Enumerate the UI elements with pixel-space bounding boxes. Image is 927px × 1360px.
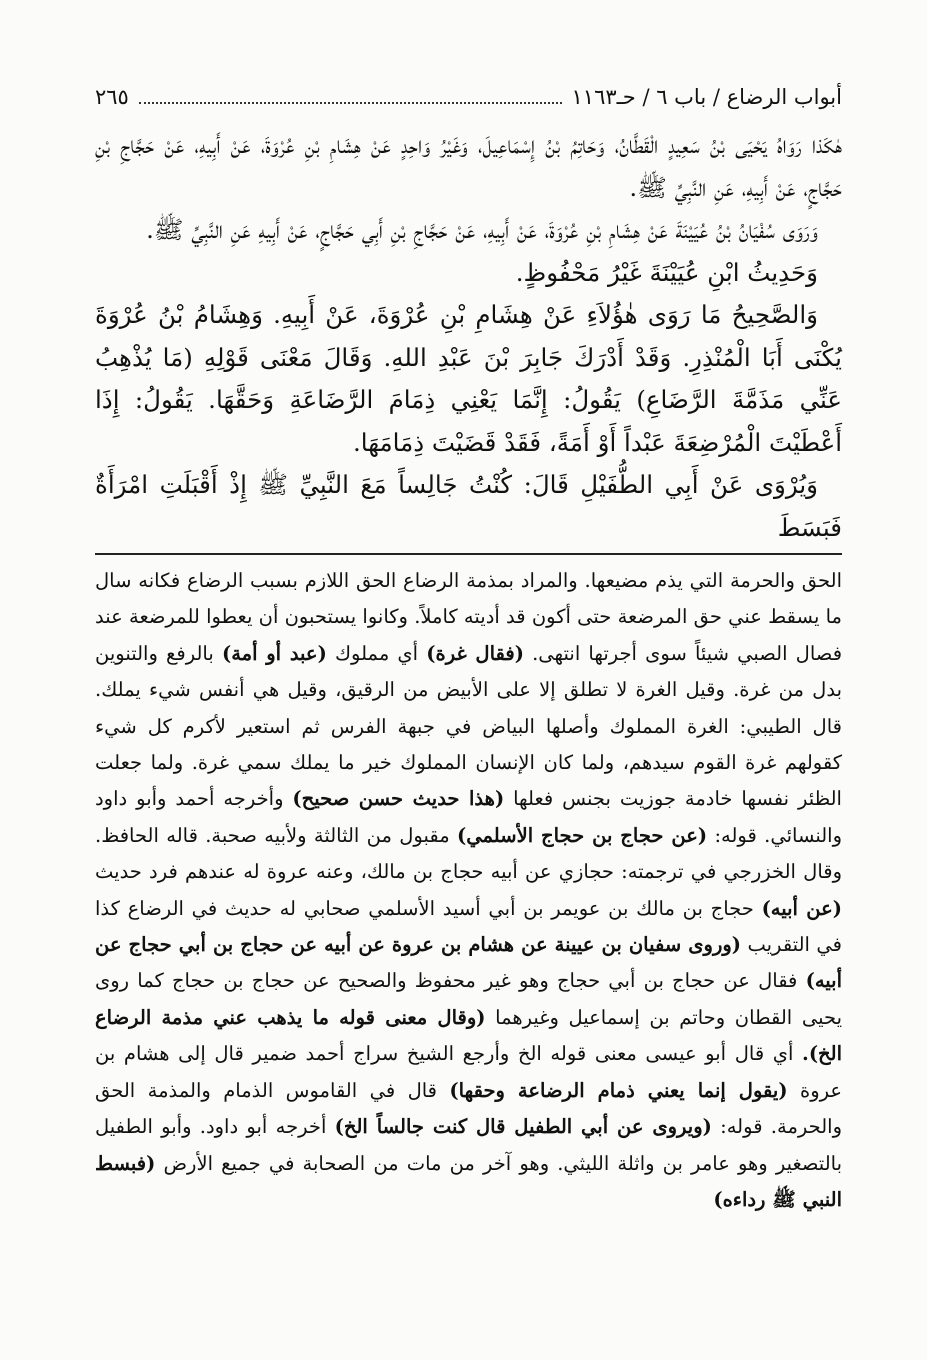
commentary-segment: أخرجه أبو داود. وأبو الطفيل بالتصغير وهو عامر بن واثلة الليثي. وهو آخر من مات من الصحابة في جميع الأرض [95, 1115, 843, 1175]
footnote-separator [95, 553, 842, 555]
commentary-quote: (وروى سفيان بن عيينة عن هشام بن عروة عن أبيه عن حجاج بن أبي حجاج عن أبيه) [95, 933, 843, 993]
commentary-segment: وأخرجه أحمد وأبو داود والنسائي. قوله: [95, 787, 842, 847]
commentary-quote: (وقال معنى قوله ما يذهب عني مذمة الرضاع الخ). [95, 1005, 842, 1066]
commentary-segment: الحق والحرمة التي يذم مضيعها. والمراد بمذمة الرضاع الحق اللازم بسبب الرضاع فكانه سال ما يسقط عني حق المرضعة حتى أكون قد أديته كاملاً. وكانوا يستحبون أن يعطوا للمرضعة عند فصال الصبي شيئاً سوى أجرتها انتهى. [95, 569, 843, 665]
book-page [95, 82, 842, 1320]
commentary-quote: (عن أبيه) [761, 896, 843, 920]
commentary-segment: فقال عن حجاج بن أبي حجاج وهو غير محفوظ والصحيح عن حجاج بن حجاج كما روى يحيى القطان وحاتم بن إسماعيل وغيرهما [95, 969, 843, 1029]
commentary-segment: حجاج بن مالك بن عويمر بن أبي أسيد الأسلمي صحابي له حديث في الرضاع كذا في التقريب [95, 896, 842, 957]
page-header [95, 82, 842, 116]
commentary-quote: (فبسط النبي ﷺ رداءه) [95, 1151, 842, 1211]
commentary-quote: (ويروى عن أبي الطفيل قال كنت جالساً الخ) [334, 1115, 712, 1139]
commentary-paragraph [95, 563, 842, 1218]
commentary-quote: (هذا حديث حسن صحيح) [292, 787, 505, 811]
commentary-quote: (عبد أو أمة) [221, 641, 327, 665]
commentary-quote: (فقال غرة) [426, 641, 524, 665]
main-paragraph-3: وَحَدِيثُ ابْنِ عُيَيْنَةَ غَيْرُ مَحْفُوظٍ. [515, 257, 818, 287]
commentary-segment: مقبول من الثالثة ولأبيه صحبة. قاله الحافظ. وقال الخزرجي في ترجمته: حجازي عن أبيه حجاج بن مالك، وعنه عروة له عندهم فرد حديث [95, 823, 842, 884]
commentary-segment: أي مملوك [334, 641, 419, 665]
commentary-segment: بالرفع والتنوين بدل من غرة. وقيل الغرة لا تطلق إلا على الأبيض من الرقيق، وقيل هي أنفس شيء يملك. قال الطيبي: الغرة المملوك وأصلها البياض في جبهة الفرس ثم استعير لأكرم كل شيء كقولهم غرة القوم سيدهم، ولما كان الإنسان المملوك خير ما يملك سمي غرة. ولما جعلت الظئر نفسها خادمة جوزيت بجنس فعلها [95, 641, 842, 811]
commentary-quote: (يقول إنما يعني ذمام الرضاعة وحقها) [449, 1078, 788, 1102]
main-paragraph-4: وَالصَّحِيحُ مَا رَوَى هٰؤُلاَءِ عَنْ هِشَامِ بْنِ عُرْوَةَ، عَنْ أَبِيهِ. وَهِشَامُ بْنُ عُرْوَةَ يُكْنَى أَبَا الْمُنْذِرِ. وَقَدْ أَدْرَكَ جَابِرَ بْنَ عَبْدِ اللهِ. وَقَالَ مَعْنَى قَوْلِهِ (مَا يُذْهِبُ عَنِّي مَذَمَّةَ الرَّضَاعِ) يَقُولُ: إِنَّمَا يَعْنِي ذِمَامَ الرَّضَاعَةِ وَحَقَّهَا. يَقُولُ: إِذَا أَعْطَيْتَ الْمُرْضِعَةَ عَبْداً أَوْ أَمَةً، فَقَدْ قَضَيْتَ ذِمَامَهَا. [95, 300, 842, 457]
commentary-quote: (عن حجاج بن حجاج الأسلمي) [457, 823, 708, 847]
commentary-segment: قال في القاموس الذمام والمذمة الحق والحرمة. قوله: [95, 1078, 843, 1139]
main-paragraph-5: وَيُرْوَى عَنْ أَبِي الطُّفَيْلِ قَالَ: كُنْتُ جَالِساً مَعَ النَّبِيِّ ﷺ إِذْ أَقْبَلَتِ امْرَأَةٌ فَبَسَطَ [95, 470, 842, 542]
commentary-text [95, 563, 842, 1218]
hadith-text [95, 124, 842, 549]
running-title: أبواب الرضاع / باب ٦ / حـ١١٦٣ [571, 85, 842, 109]
page-number: ٢٦٥ [95, 85, 129, 109]
commentary-segment: أي قال أبو عيسى معنى قوله الخ وأرجع الشيخ سراج أحمد ضمير قال إلى هشام بن عروة [95, 1042, 843, 1102]
main-paragraph-1: هٰكَذا رَوَاهُ يَحْيَى بْنُ سَعِيدٍ الْقَطَّانُ، وَحَاتِمُ بْنُ إِسْمَاعِيلَ، وَغَيْرُ وَاحِدٍ عَنْ هِشَامِ بْنِ عُرْوَةَ، عَنْ أَبِيهِ، عَنْ حَجَّاجِ بْنِ حَجَّاجٍ، عَنْ أَبِيهِ، عَنِ النَّبِيِّ ﷺ. [95, 130, 842, 202]
main-paragraph-2: وَرَوَى سُفْيَانُ بْنُ عُيَيْنَةَ عَنْ هِشَامِ بْنِ عُرْوَةَ، عَنْ أَبِيهِ، عَنْ حَجَّاجِ بْنِ أَبِي حَجَّاجٍ، عَنْ أَبِيهِ عَنِ النَّبِيِّ ﷺ. [146, 215, 818, 244]
header-dot-leader [139, 88, 562, 104]
